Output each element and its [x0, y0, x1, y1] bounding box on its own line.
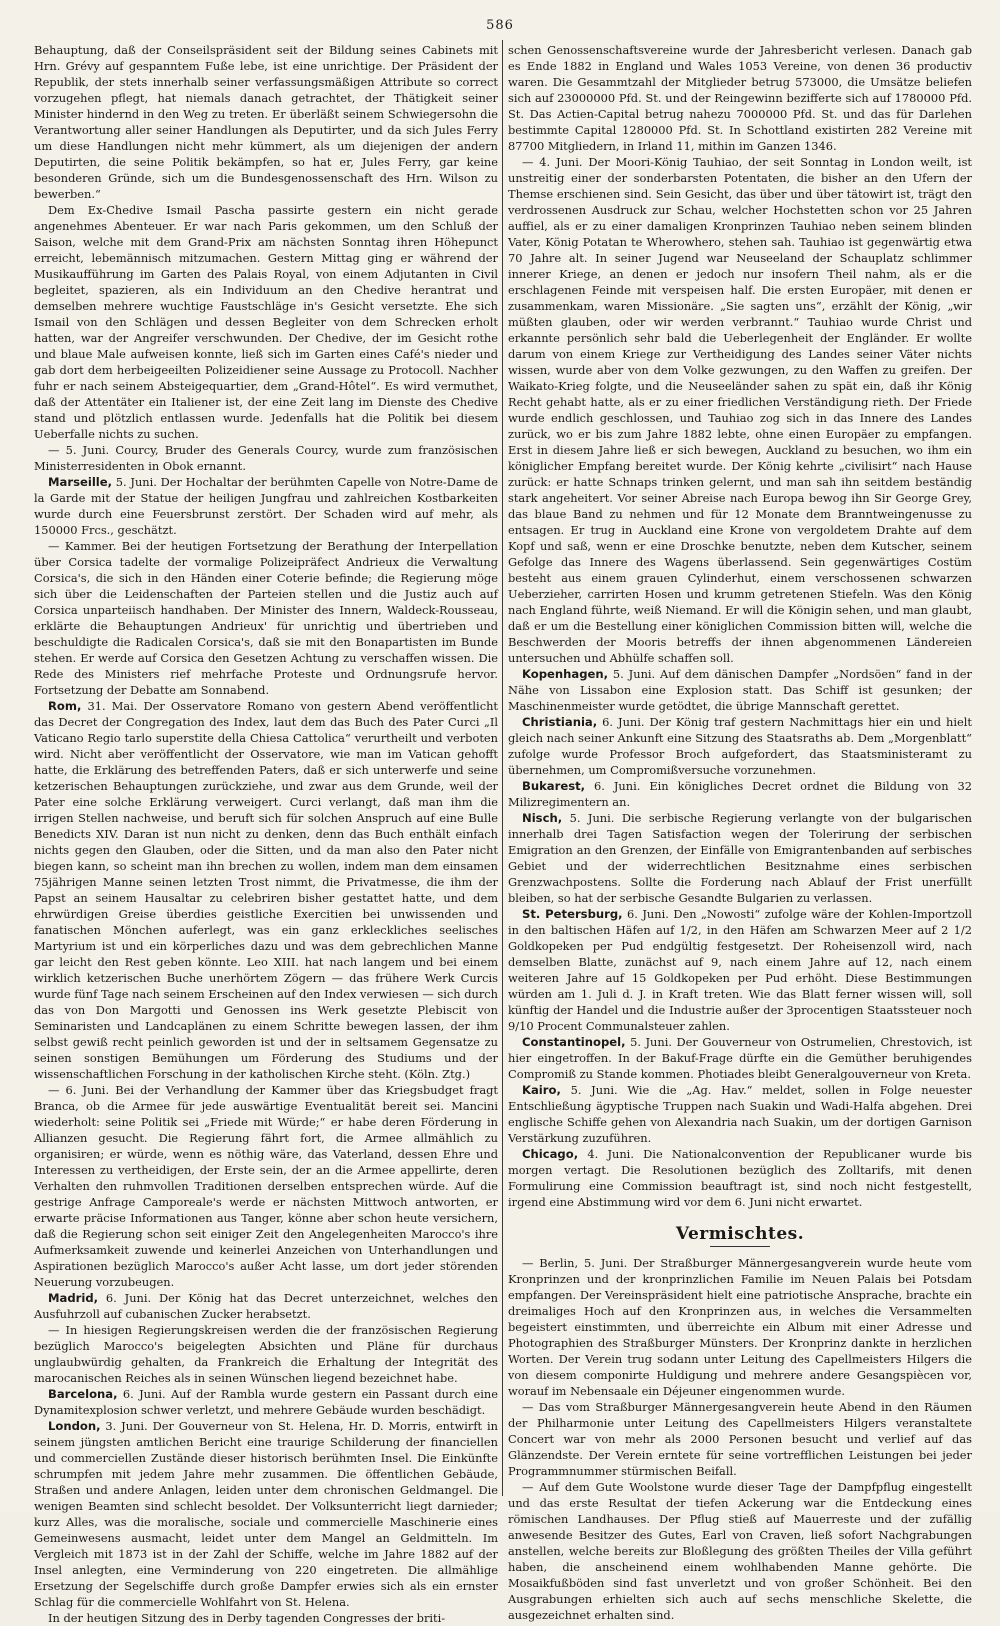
section-heading-rule [710, 1246, 770, 1247]
left-column [34, 42, 498, 1625]
article-paragraph [34, 1290, 498, 1322]
article-text: 6. Juni. Der König traf gestern Nachmittags hier ein und hielt gleich nach seiner Ankunft eine Sitzung des Staatsraths ab. Dem „Morgenblatt“ zufolge wurde Professor Broch aufgefordert, das Staatsministeramt zu übernehmen, um Compromißversuche vorzunehmen. [508, 715, 972, 777]
article-text: schen Genossenschaftsvereine wurde der Jahresbericht verlesen. Danach gab es Ende 1882 in England und Wales 1053 Vereine, von denen 36 productiv waren. Die Gesammtzahl der Mitglieder betrug 573000, die Umsätze beliefen sich auf 23000000 Pfd. St. und der Reingewinn bezifferte sich auf 1780000 Pfd. St. Das Actien-Capital betrug nahezu 7000000 Pfd. St. und das für Darlehen bestimmte Capital 1280000 Pfd. St. In Schottland existirten 282 Vereine mit 87700 Mitgliedern, in Irland 11, mithin im Ganzen 1346. [508, 43, 972, 153]
section-articles [508, 1255, 972, 1623]
article-paragraph [508, 1082, 972, 1146]
article-paragraph [508, 1255, 972, 1399]
article-text: — 6. Juni. Bei der Verhandlung der Kammer über das Kriegsbudget fragt Branca, ob die Armee für jede auswärtige Eventualität bereit sei. Mancini wiederholt: seine Politik sei „Friede mit Würde;“ er habe deren Förderung in Allianzen gesucht. Die Regierung fährt fort, die Armee allmählich zu organisiren; er würde, wenn es nöthig wäre, das Vaterland, dessen Ehre und Interessen zu vertheidigen, der Erste sein, der an die Armee appellirte, deren Verhalten den ruhmvollen Traditionen derselben entsprechen würde. Auf die gestrige Anfrage Camporeale's werde er nächsten Mittwoch antworten, er erwarte präcise Informationen aus Tanger, könne aber schon heute versichern, daß die Regierung schon seit einiger Zeit den Angelegenheiten Marocco's ihre Aufmerksamkeit zuwende und keinerlei Anzeichen von Unterhandlungen und Aspirationen bezüglich Marocco's außer Acht lasse, um dort jeder störenden Neuerung vorzubeugen. [34, 1083, 498, 1289]
article-paragraph [34, 42, 498, 202]
article-paragraph [508, 778, 972, 810]
right-column-articles [508, 42, 972, 1210]
article-paragraph [34, 202, 498, 442]
dateline-place: Kopenhagen, [522, 667, 609, 681]
article-text: 5. Juni. Der Hochaltar der berühmten Capelle von Notre-Dame de la Garde mit der Statue der heiligen Jungfrau und zahlreichen Kostbarkeiten wurde durch eine Feuersbrunst zerstört. Der Schaden wird auf mehr, als 150000 Frcs., geschätzt. [34, 475, 498, 537]
right-column [508, 42, 972, 1622]
article-text: — Das vom Straßburger Männergesangverein heute Abend in den Räumen der Philharmonie unter Leitung des Capellmeisters Hilgers veranstaltete Concert war von mehr als 2000 Personen besucht und verlief auf das Glänzendste. Der Verein erntete für seine vortrefflichen Leistungen bei jeder Programmnummer stürmischen Beifall. [508, 1400, 972, 1478]
dateline-place: Christiania, [522, 715, 598, 729]
dateline-place: Barcelona, [48, 1387, 118, 1401]
article-paragraph [34, 698, 498, 1082]
article-text: Dem Ex-Chedive Ismail Pascha passirte gestern ein nicht gerade angenehmes Abenteuer. Er war nach Paris gekommen, um den Schluß der Saison, welche mit dem Grand-Prix am nächsten Sonntag ihren Höhepunct erreicht, lebemännisch mitzumachen. Gestern Mittag ging er während der Musikaufführung im Garten des Palais Royal, von einem Adjutanten in Civil begleitet, spazieren, als ein Individuum an den Chedive herantrat und demselben mehrere wuchtige Faustschläge in's Gesicht versetzte. Ehe sich Ismail von den Schlägen und dessen Begleiter von dem Schrecken erholt hatten, war der Angreifer verschwunden. Der Chedive, der im Gesicht rothe und blaue Male aufweisen konnte, ließ sich im Garten eines Café's nieder und gab dort dem herbeigeeilten Polizeidiener seine Aussage zu Protocoll. Nachher fuhr er nach seinem Absteigequartier, dem „Grand-Hôtel“. Es wird vermuthet, daß der Attentäter ein Italiener ist, der eine Zeit lang im Dienste des Chedive stand und plötzlich entlassen wurde. Jedenfalls hat die Politik bei diesem Ueberfalle nichts zu suchen. [34, 203, 498, 441]
dateline-place: Madrid, [48, 1291, 99, 1305]
article-paragraph [34, 442, 498, 474]
article-text: 5. Juni. Der Gouverneur von Ostrumelien, Chrestovich, ist hier eingetroffen. In der Bakuf-Frage dürfte ein die Gemüther beruhigendes Compromiß zu Stande kommen. Photiades bleibt Generalgouverneur von Kreta. [508, 1035, 972, 1081]
article-text: 6. Juni. Den „Nowosti“ zufolge wäre der Kohlen-Importzoll in den baltischen Häfen auf 1/2, in den Häfen am Schwarzen Meer auf 2 1/2 Goldkopeken per Pud endgültig festgesetzt. Der Roheisenzoll wird, nach demselben Blatte, zunächst auf 9, nach einem Jahre auf 12, nach einem weiteren Jahre auf 15 Goldkopeken per Pud erhöht. Diese Bestimmungen würden am 1. Juli d. J. in Kraft treten. Wie das Blatt ferner wissen will, soll künftig der Handel und die Industrie außer der 3procentigen Staatssteuer noch 9/10 Procent Communalsteuer zahlen. [508, 907, 972, 1033]
section-heading: Vermischtes. [675, 1224, 805, 1244]
article-paragraph [508, 810, 972, 906]
article-paragraph [34, 1322, 498, 1386]
dateline-place: Nisch, [522, 811, 563, 825]
article-paragraph [34, 1418, 498, 1610]
article-paragraph [508, 1146, 972, 1210]
page-number: 586 [486, 18, 514, 33]
article-paragraph [508, 42, 972, 154]
article-paragraph [508, 906, 972, 1034]
article-text: 5. Juni. Die serbische Regierung verlangte von der bulgarischen innerhalb drei Tagen Satisfaction wegen der Tolerirung der serbischen Emigration an den Grenzen, der Einfälle von Emigrantenbanden auf serbisches Gebiet und der widerrechtlichen Besitznahme eines serbischen Grenzwachpostens. Sollte die Forderung nach Ablauf der Frist unerfüllt bleiben, so hat der serbische Gesandte Bulgarien zu verlassen. [508, 811, 972, 905]
article-text: 6. Juni. Auf der Rambla wurde gestern ein Passant durch eine Dynamitexplosion schwer verletzt, und mehrere Gebäude wurden beschädigt. [34, 1387, 498, 1417]
article-paragraph [34, 1610, 498, 1626]
article-text: — Berlin, 5. Juni. Der Straßburger Männergesangverein wurde heute vom Kronprinzen und der kronprinzlichen Familie im Neuen Palais bei Potsdam empfangen. Der Vereinspräsident hielt eine patriotische Ansprache, brachte ein dreimaliges Hoch auf den Kronprinzen aus, in welches die Versammelten begeistert einstimmten, und überreichte ein Album mit einer Adresse und Photographien des Straßburger Münsters. Der Kronprinz dankte in herzlichen Worten. Der Verein trug sodann unter Leitung des Capellmeisters Hilgers die von diesem componirte Huldigung und mehrere andere Gesangspiècen vor, worauf im Nebensaale ein Déjeuner eingenommen wurde. [508, 1256, 972, 1398]
dateline-place: Marseille, [48, 475, 113, 489]
article-text: 6. Juni. Ein königliches Decret ordnet die Bildung von 32 Milizregimentern an. [508, 779, 972, 809]
article-paragraph [508, 666, 972, 714]
article-paragraph [34, 538, 498, 698]
article-text: In der heutigen Sitzung des in Derby tagenden Congresses der briti- [48, 1611, 446, 1625]
article-paragraph [34, 1386, 498, 1418]
article-paragraph [508, 154, 972, 666]
article-paragraph [508, 1399, 972, 1479]
dateline-place: Bukarest, [522, 779, 586, 793]
article-text: 3. Juni. Der Gouverneur von St. Helena, Hr. D. Morris, entwirft in seinem jüngsten amtlichen Bericht eine traurige Schilderung der financiellen und commerciellen Zustände dieser historisch berühmten Insel. Die Einkünfte schrumpfen mit jedem Jahre mehr zusammen. Die öffentlichen Gebäude, Straßen und andere Anlagen, leiden unter dem chronischen Geldmangel. Die wenigen Beamten sind schlecht besoldet. Der Volksunterricht liegt darnieder; kurz Alles, was die moralische, sociale und commercielle Maschinerie eines Gemeinwesens ausmacht, leidet unter dem Mangel an Geldmitteln. Im Vergleich mit 1873 ist in der Zahl der Schiffe, welche im Jahre 1882 auf der Insel anlegten, eine Verminderung von 220 eingetreten. Die allmählige Ersetzung der Segelschiffe durch große Dampfer erwies sich als ein ernster Schlag für die commercielle Wohlfahrt von St. Helena. [34, 1419, 498, 1609]
dateline-place: Chicago, [522, 1147, 579, 1161]
article-text: — Kammer. Bei der heutigen Fortsetzung der Berathung der Interpellation über Corsica tadelte der vormalige Polizeipräfect Andrieux die Verwaltung Corsica's, die sich in den Händen einer Coterie befinde; die Regierung möge sich über die Leidenschaften der Parteien stellen und die Justiz auch auf Corsica unparteiisch handhaben. Der Minister des Innern, Waldeck-Rousseau, erklärte die Behauptungen Andrieux' für unrichtig und übertrieben und beschuldigte die Radicalen Corsica's, daß sie mit den Bonapartisten im Bunde stehen. Er werde auf Corsica den Gesetzen Achtung zu verschaffen wissen. Die Rede des Ministers rief mehrfache Proteste und Ordnungsrufe hervor. Fortsetzung der Debatte am Sonnabend. [34, 539, 498, 697]
article-text: 6. Juni. Der König hat das Decret unterzeichnet, welches den Ausfuhrzoll auf cubanischen Zucker herabsetzt. [34, 1291, 498, 1321]
dateline-place: Kairo, [522, 1083, 561, 1097]
article-text: 4. Juni. Die Nationalconvention der Republicaner wurde bis morgen vertagt. Die Resolutionen bezüglich des Zolltarifs, mit denen Formulirung eine Commission beauftragt ist, sind noch nicht festgestellt, irgend eine Abstimmung wird vor dem 6. Juni nicht erwartet. [508, 1147, 972, 1209]
article-text: 5. Juni. Auf dem dänischen Dampfer „Nordsöen“ fand in der Nähe von Lissabon eine Explosion statt. Das Schiff ist gesunken; der Maschinenmeister wurde getödtet, die übrige Mannschaft gerettet. [508, 667, 972, 713]
dateline-place: Constantinopel, [522, 1035, 626, 1049]
article-text: 31. Mai. Der Osservatore Romano von gestern Abend veröffentlicht das Decret der Congregation des Index, laut dem das Buch des Pater Curci „Il Vaticano Regio tarlo superstite della Chiesa Cattolica“ verurtheilt und verboten wird. Nicht aber veröffentlicht der Osservatore, wie man im Vatican gehofft hatte, die Erklärung des betreffenden Paters, daß er sich unterwerfe und seine ketzerischen Behauptungen zurückziehe, und zwar aus dem Grunde, weil der Pater eine solche Erklärung verweigert. Curci verlangt, daß man ihm die irrigen Stellen nachweise, und beruft sich für solchen Anspruch auf eine Bulle Benedicts XIV. Daran ist nun nicht zu denken, denn das Buch enthält einfach nichts gegen den Glauben, oder die Sitten, und da man also den Pater nicht biegen kann, so scheint man ihn brechen zu wollen, indem man dem einsamen 75jährigen Manne seinen letzten Trost nimmt, die Privatmesse, die ihm der Papst an seinem Hausaltar zu celebriren bisher gestattet hatte, und dem ehrwürdigen Greise überdies geistliche Exercitien bei unwissenden und fanatischen Mönchen auferlegt, was ein ganz erkleckliches seelisches Martyrium ist und ein körperliches dazu und was dem gebrechlichen Manne gar leicht den Rest geben könnte. Leo XIII. hat nach langem und bei einem wirklich ketzerischen Buche unerhörtem Zögern — das frühere Werk Curcis wurde fünf Tage nach seinem Erscheinen auf den Index verwiesen — sich durch das von Don Margotti und Genossen ins Werk gesetzte Plebiscit von Seminaristen und Landcaplänen zu einem Schritte bewegen lassen, der ihm selbst gewiß recht peinlich geworden ist und der in seltsamem Gegensatze zu seinen sonstigen Bemühungen um Förderung des Studiums und der wissenschaftlichen Forschung in der katholischen Kirche steht. (Köln. Ztg.) [34, 699, 498, 1081]
article-paragraph [508, 714, 972, 778]
article-text: — In hiesigen Regierungskreisen werden die der französischen Regierung bezüglich Marocco's beigelegten Absichten und Pläne für durchaus unglaubwürdig gehalten, da Frankreich die Erhaltung der Integrität des marocanischen Reiches als in seinen Wünschen liegend bezeichnet habe. [34, 1323, 498, 1385]
dateline-place: London, [48, 1419, 101, 1433]
dateline-place: St. Petersburg, [522, 907, 623, 921]
article-text: — 4. Juni. Der Moori-König Tauhiao, der seit Sonntag in London weilt, ist unstreitig einer der sonderbarsten Potentaten, die bisher an den Ufern der Themse erschienen sind. Sein Gesicht, das über und über tätowirt ist, trägt den verdrossenen Ausdruck zur Schau, welcher Hochstetten schon vor 25 Jahren auffiel, als er zu einer damaligen Kronprinzen Tauhiao neben seinem blinden Vater, König Potatan te Wherowhero, stehen sah. Tauhiao ist gegenwärtig etwa 70 Jahre alt. In seiner Jugend war Neuseeland der Schauplatz schlimmer innerer Kriege, an denen er jedoch nur insofern Theil nahm, als er die erschlagenen Feinde mit verspeisen half. Die ersten Europäer, mit denen er zusammenkam, waren Missionäre. „Sie sagten uns“, erzählt der König, „wir müßten glauben, oder wir werden verbrannt.“ Tauhiao wurde Christ und erkannte persönlich sehr bald die Ueberlegenheit der Engländer. Er wollte darum von einem Kriege zur Vertheidigung des Landes seiner Väter nichts wissen, wurde aber von dem Volke gezwungen, zu den Waffen zu greifen. Der Waikato-Krieg folgte, und die Neuseeländer sahen zu spät ein, daß ihr König Recht gehabt hatte, als er zu einer friedlichen Verständigung rieth. Der Friede wurde endlich geschlossen, und Tauhiao zog sich in das Innere des Landes zurück, wo er bis zum Jahre 1882 lebte, ohne einen Europäer zu empfangen. Erst in diesem Jahre ließ er sich bewegen, Auckland zu besuchen, wo ihm ein königlicher Empfang bereitet wurde. Der König kehrte „civilisirt“ nach Hause zurück: er hatte Schnaps trinken gelernt, und man sah ihn seitdem beständig stark angeheitert. Vor seiner Abreise nach Europa bewog ihn Sir George Grey, das blaue Band zu nehmen und für 12 Monate dem Branntweingenusse zu entsagen. Er trug in Auckland eine Krone von vergoldetem Drahte auf dem Kopf und saß, wenn er eine Droschke benutzte, neben dem Kutscher, seinem Gefolge das Innere des Wagens überlassend. Sein gegenwärtiges Costüm besteht aus einem grauen Cylinderhut, einem verschossenen schwarzen Ueberzieher, carrirten Hosen und krumm getretenen Stiefeln. Was den König nach England führte, weiß Niemand. Er will die Königin sehen, und man glaubt, daß er um die Bestellung einer königlichen Commission bitten will, welche die Beschwerden der Mooris betreffs der ihnen abgenommenen Ländereien untersuchen und Abhülfe schaffen soll. [508, 155, 972, 665]
article-text: 5. Juni. Wie die „Ag. Hav.“ meldet, sollen in Folge neuester Entschließung ägyptische Truppen nach Suakin und Wadi-Halfa abgehen. Drei englische Schiffe gehen von Alexandria nach Suakin, um der dortigen Garnison Verstärkung zuzuführen. [508, 1083, 972, 1145]
article-paragraph [508, 1479, 972, 1623]
article-paragraph [34, 474, 498, 538]
article-text: Behauptung, daß der Conseilspräsident seit der Bildung seines Cabinets mit Hrn. Grévy auf gespanntem Fuße lebe, ist eine unrichtige. Der Präsident der Republik, der stets innerhalb seiner verfassungsmäßigen Attribute so correct vorzugehen pflegt, hat niemals danach getrachtet, der Thätigkeit seiner Minister hindernd in den Weg zu treten. Er überläßt seinem Schwiegersohn die Verantwortung aller seiner Handlungen als Deputirter, und da sich Jules Ferry um diese Handlungen nicht mehr kümmert, als um diejenigen der andern Deputirten, die seine Politik bekämpfen, so hat er, Jules Ferry, gar keine besonderen Gründe, sich um die Bundesgenossenschaft des Hrn. Wilson zu bewerben.“ [34, 43, 498, 201]
article-paragraph [508, 1034, 972, 1082]
article-text: — Auf dem Gute Woolstone wurde dieser Tage der Dampfpflug eingestellt und das erste Resultat der tiefen Ackerung war die Entdeckung eines römischen Landhauses. Der Pflug stieß auf Mauerreste und der zufällig anwesende Besitzer des Gutes, Earl von Craven, ließ sofort Nachgrabungen anstellen, welche bereits zur Bloßlegung des größten Theiles der Villa geführt haben, die anscheinend einem wohlhabenden Manne gehörte. Die Mosaikfußböden sind fast unverletzt und von großer Schönheit. Bei den Ausgrabungen erhielten sich auch auf sechs menschliche Skelette, die ausgezeichnet erhalten sind. [508, 1480, 972, 1622]
column-divider [502, 40, 503, 1496]
dateline-place: Rom, [48, 699, 82, 713]
article-paragraph [34, 1082, 498, 1290]
article-text: — 5. Juni. Courcy, Bruder des Generals Courcy, wurde zum französischen Ministerresidenten in Obok ernannt. [34, 443, 498, 473]
